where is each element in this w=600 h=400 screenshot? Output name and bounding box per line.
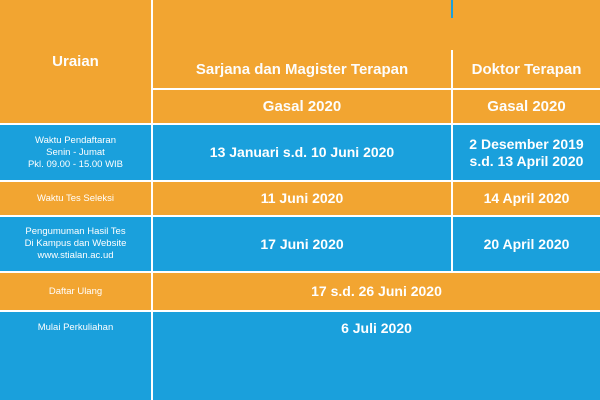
header-sarjana-label: Sarjana dan Magister Terapan <box>195 60 409 78</box>
header-doktor-label: Doktor Terapan <box>471 60 582 78</box>
row-tes-sarjana <box>153 182 451 215</box>
row-perkuliahan-value: 6 Juli 2020 <box>341 320 412 336</box>
divider-row-2 <box>0 180 600 182</box>
row-pendaftaran-line-1: Waktu Pendaftaran <box>35 134 116 146</box>
row-pengumuman-sarjana <box>153 217 451 271</box>
row-tes-doktor <box>453 182 600 215</box>
divider-row-3 <box>0 215 600 217</box>
row-pendaftaran-line-3: Pkl. 09.00 - 15.00 WIB <box>27 158 124 170</box>
row-pengumuman-line-3: www.stialan.ac.ud <box>37 250 114 261</box>
row-perkuliahan-label <box>0 312 151 400</box>
row-pendaftaran-sarjana <box>153 125 451 180</box>
divider-col-1 <box>151 0 153 400</box>
row-pendaftaran-doktor <box>453 125 600 180</box>
row-pengumuman-line-2: Di Kampus dan Website <box>24 238 127 249</box>
divider-row-1 <box>0 123 600 125</box>
header-doktor <box>453 50 600 88</box>
row-pengumuman-doktor <box>453 217 600 271</box>
row-pendaftaran-doktor-line-1: 2 Desember 2019 <box>469 135 584 152</box>
row-pendaftaran-line-2: Senin - Jumat <box>46 146 105 158</box>
row-daftar-ulang-line-1: Daftar Ulang <box>48 285 103 297</box>
row-perkuliahan-line-1: Mulai Perkuliahan <box>37 322 114 333</box>
row-tes-sarjana-value: 11 Juni 2020 <box>260 190 344 206</box>
header-gasal-2 <box>453 90 600 123</box>
row-daftar-ulang-value-cell <box>153 273 600 310</box>
header-sarjana <box>153 50 451 88</box>
row-tes-line-1: Waktu Tes Seleksi <box>36 192 115 204</box>
row-pengumuman-doktor-value: 20 April 2020 <box>483 235 570 252</box>
row-daftar-ulang-label <box>0 273 151 310</box>
row-perkuliahan-value-cell <box>153 312 600 400</box>
divider-header-sub <box>151 88 600 90</box>
row-pengumuman-line-1: Pengumuman Hasil Tes <box>25 226 126 237</box>
row-daftar-ulang-value: 17 s.d. 26 Juni 2020 <box>311 283 442 299</box>
header-gasal-1 <box>153 90 451 123</box>
header-uraian <box>0 0 151 123</box>
row-pendaftaran-sarjana-value: 13 Januari s.d. 10 Juni 2020 <box>209 144 395 160</box>
header-spacer <box>153 18 600 50</box>
header-top-strip-2 <box>453 0 600 18</box>
divider-col-2 <box>451 50 453 271</box>
row-tes-label <box>0 182 151 215</box>
row-pengumuman-sarjana-value: 17 Juni 2020 <box>260 235 344 252</box>
row-pengumuman-label <box>0 217 151 271</box>
row-pendaftaran-doktor-line-2: s.d. 13 April 2020 <box>469 152 584 169</box>
divider-row-5 <box>0 310 600 312</box>
row-tes-doktor-value: 14 April 2020 <box>483 190 570 206</box>
divider-row-4 <box>0 271 600 273</box>
header-gasal-2-label: Gasal 2020 <box>487 98 566 115</box>
row-pendaftaran-label <box>0 125 151 180</box>
header-gasal-1-label: Gasal 2020 <box>262 98 342 115</box>
header-top-strip-1 <box>153 0 451 18</box>
header-uraian-label: Uraian <box>52 53 99 70</box>
